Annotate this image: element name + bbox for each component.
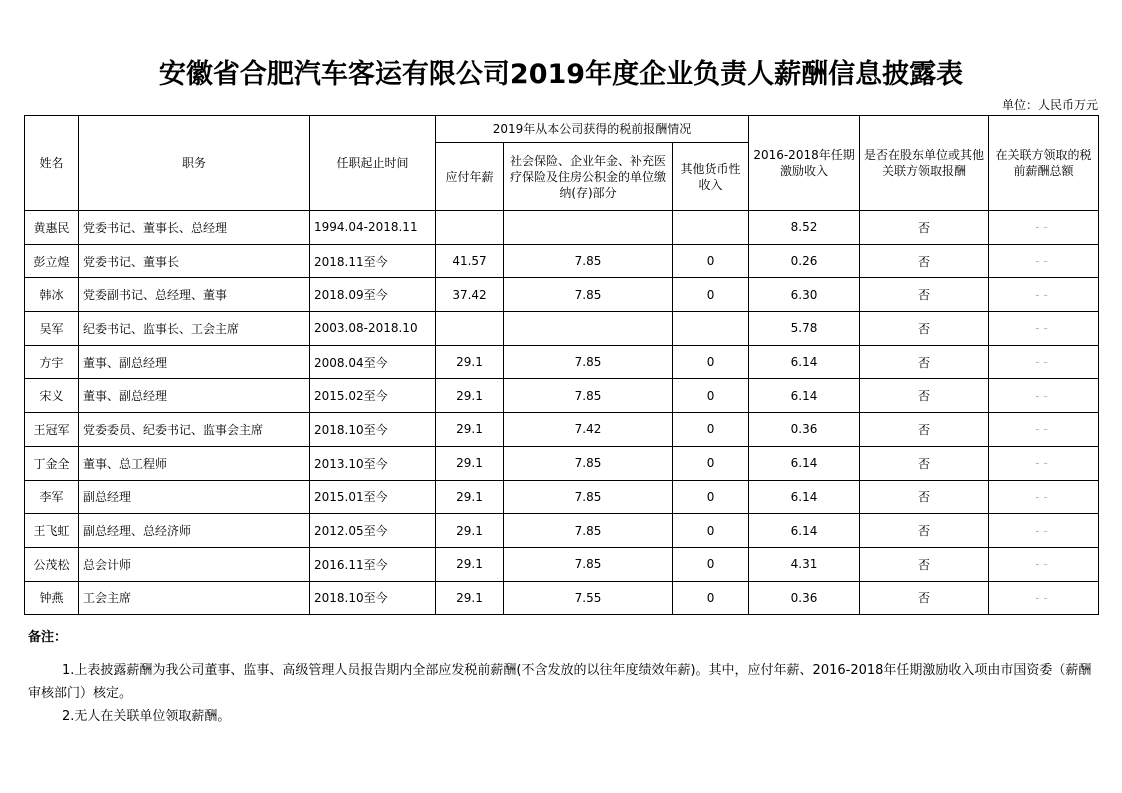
- table-row: [25, 312, 1099, 346]
- cell-position: 董事、副总经理: [79, 379, 310, 413]
- cell-related-total: --: [989, 345, 1099, 379]
- unit-label: 单位：人民币万元: [1001, 98, 1098, 112]
- cell-name: 王冠军: [25, 413, 79, 447]
- cell-social: 7.85: [504, 514, 673, 548]
- cell-incentive: 4.31: [749, 547, 860, 581]
- cell-other: 0: [673, 345, 749, 379]
- header-related-total: 在关联方领取的税前薪酬总额: [989, 116, 1099, 211]
- cell-related-total: --: [989, 278, 1099, 312]
- cell-tenure: 2012.05至今: [310, 514, 436, 548]
- header-tenure: 任职起止时间: [310, 116, 436, 211]
- table-row: [25, 413, 1099, 447]
- cell-salary: 29.1: [436, 345, 504, 379]
- cell-social: 7.85: [504, 244, 673, 278]
- cell-name: 李军: [25, 480, 79, 514]
- cell-related: 否: [860, 581, 989, 615]
- cell-salary: 37.42: [436, 278, 504, 312]
- cell-tenure: 2018.10至今: [310, 413, 436, 447]
- table-row: [25, 514, 1099, 548]
- cell-tenure: 2016.11至今: [310, 547, 436, 581]
- cell-salary: [436, 211, 504, 245]
- cell-tenure: 2018.10至今: [310, 581, 436, 615]
- cell-name: 钟燕: [25, 581, 79, 615]
- cell-related-total: --: [989, 379, 1099, 413]
- cell-other: 0: [673, 514, 749, 548]
- cell-position: 党委副书记、总经理、董事: [79, 278, 310, 312]
- cell-other: [673, 211, 749, 245]
- cell-salary: 29.1: [436, 446, 504, 480]
- cell-tenure: 2013.10至今: [310, 446, 436, 480]
- table-row: [25, 547, 1099, 581]
- cell-related-total: --: [989, 581, 1099, 615]
- cell-social: 7.85: [504, 480, 673, 514]
- header-position: 职务: [79, 116, 310, 211]
- cell-related: 否: [860, 278, 989, 312]
- header-pretax-group: 2019年从本公司获得的税前报酬情况: [436, 116, 749, 143]
- cell-related: 否: [860, 547, 989, 581]
- cell-other: 0: [673, 446, 749, 480]
- cell-other: 0: [673, 480, 749, 514]
- cell-tenure: 2018.09至今: [310, 278, 436, 312]
- note-line-2: 2.无人在关联单位领取薪酬。: [62, 709, 231, 724]
- cell-incentive: 6.14: [749, 446, 860, 480]
- cell-salary: 29.1: [436, 379, 504, 413]
- cell-salary: 41.57: [436, 244, 504, 278]
- cell-related-total: --: [989, 413, 1099, 447]
- cell-salary: 29.1: [436, 480, 504, 514]
- header-salary: 应付年薪: [436, 143, 504, 211]
- header-related-yes: 是否在股东单位或其他关联方领取报酬: [860, 116, 989, 211]
- cell-related: 否: [860, 244, 989, 278]
- cell-incentive: 0.36: [749, 581, 860, 615]
- cell-position: 纪委书记、监事长、工会主席: [79, 312, 310, 346]
- cell-other: 0: [673, 413, 749, 447]
- cell-social: 7.42: [504, 413, 673, 447]
- cell-related: 否: [860, 480, 989, 514]
- header-name: 姓名: [25, 116, 79, 211]
- cell-incentive: 0.36: [749, 413, 860, 447]
- cell-salary: 29.1: [436, 413, 504, 447]
- cell-tenure: 2018.11至今: [310, 244, 436, 278]
- cell-social: 7.85: [504, 547, 673, 581]
- header-other: 其他货币性收入: [673, 143, 749, 211]
- cell-name: 吴军: [25, 312, 79, 346]
- cell-social: 7.85: [504, 446, 673, 480]
- note-line-1: 1.上表披露薪酬为我公司董事、监事、高级管理人员报告期内全部应发税前薪酬(不含发放的以往年度绩效年薪)。其中，应付年薪、2016-2018年任期激励收入项由市国资委（薪酬审核部门）核定。: [28, 663, 1092, 701]
- cell-tenure: 2008.04至今: [310, 345, 436, 379]
- cell-incentive: 6.14: [749, 514, 860, 548]
- cell-related-total: --: [989, 547, 1099, 581]
- cell-name: 方宇: [25, 345, 79, 379]
- cell-related: 否: [860, 211, 989, 245]
- cell-position: 董事、总工程师: [79, 446, 310, 480]
- cell-name: 王飞虹: [25, 514, 79, 548]
- cell-name: 宋义: [25, 379, 79, 413]
- cell-other: 0: [673, 547, 749, 581]
- cell-tenure: 2003.08-2018.10: [310, 312, 436, 346]
- cell-tenure: 2015.02至今: [310, 379, 436, 413]
- cell-social: 7.55: [504, 581, 673, 615]
- cell-salary: 29.1: [436, 581, 504, 615]
- cell-name: 彭立煌: [25, 244, 79, 278]
- cell-social: [504, 211, 673, 245]
- table-row: [25, 345, 1099, 379]
- cell-salary: 29.1: [436, 547, 504, 581]
- table-row: [25, 446, 1099, 480]
- cell-tenure: 1994.04-2018.11: [310, 211, 436, 245]
- cell-name: 黄惠民: [25, 211, 79, 245]
- cell-other: [673, 312, 749, 346]
- cell-position: 副总经理: [79, 480, 310, 514]
- cell-incentive: 8.52: [749, 211, 860, 245]
- cell-position: 工会主席: [79, 581, 310, 615]
- cell-related-total: --: [989, 244, 1099, 278]
- table-row: [25, 379, 1099, 413]
- cell-related-total: --: [989, 312, 1099, 346]
- cell-position: 党委书记、董事长、总经理: [79, 211, 310, 245]
- cell-name: 韩冰: [25, 278, 79, 312]
- cell-social: 7.85: [504, 379, 673, 413]
- cell-related: 否: [860, 514, 989, 548]
- cell-related: 否: [860, 379, 989, 413]
- cell-other: 0: [673, 244, 749, 278]
- cell-position: 总会计师: [79, 547, 310, 581]
- table-row: [25, 211, 1099, 245]
- cell-related-total: --: [989, 514, 1099, 548]
- table-row: [25, 581, 1099, 615]
- table-row: [25, 480, 1099, 514]
- cell-related: 否: [860, 413, 989, 447]
- cell-incentive: 0.26: [749, 244, 860, 278]
- cell-position: 党委委员、纪委书记、监事会主席: [79, 413, 310, 447]
- cell-social: [504, 312, 673, 346]
- cell-tenure: 2015.01至今: [310, 480, 436, 514]
- cell-incentive: 6.14: [749, 379, 860, 413]
- cell-related: 否: [860, 312, 989, 346]
- cell-related-total: --: [989, 446, 1099, 480]
- notes-section: [28, 626, 1098, 728]
- cell-incentive: 5.78: [749, 312, 860, 346]
- cell-related: 否: [860, 446, 989, 480]
- salary-table: [24, 115, 1099, 615]
- cell-other: 0: [673, 581, 749, 615]
- cell-salary: 29.1: [436, 514, 504, 548]
- cell-salary: [436, 312, 504, 346]
- table-row: [25, 278, 1099, 312]
- table-row: [25, 244, 1099, 278]
- cell-social: 7.85: [504, 278, 673, 312]
- notes-heading: 备注：: [28, 630, 68, 645]
- cell-other: 0: [673, 379, 749, 413]
- header-incentive: 2016-2018年任期激励收入: [749, 116, 860, 211]
- cell-position: 副总经理、总经济师: [79, 514, 310, 548]
- cell-related-total: --: [989, 480, 1099, 514]
- cell-related-total: --: [989, 211, 1099, 245]
- header-social: 社会保险、企业年金、补充医疗保险及住房公积金的单位缴纳(存)部分: [504, 143, 673, 211]
- cell-incentive: 6.30: [749, 278, 860, 312]
- cell-other: 0: [673, 278, 749, 312]
- cell-position: 董事、副总经理: [79, 345, 310, 379]
- cell-name: 丁金全: [25, 446, 79, 480]
- cell-social: 7.85: [504, 345, 673, 379]
- cell-incentive: 6.14: [749, 480, 860, 514]
- cell-incentive: 6.14: [749, 345, 860, 379]
- cell-position: 党委书记、董事长: [79, 244, 310, 278]
- cell-name: 公茂松: [25, 547, 79, 581]
- cell-related: 否: [860, 345, 989, 379]
- page-title: 安徽省合肥汽车客运有限公司2019年度企业负责人薪酬信息披露表: [158, 59, 964, 90]
